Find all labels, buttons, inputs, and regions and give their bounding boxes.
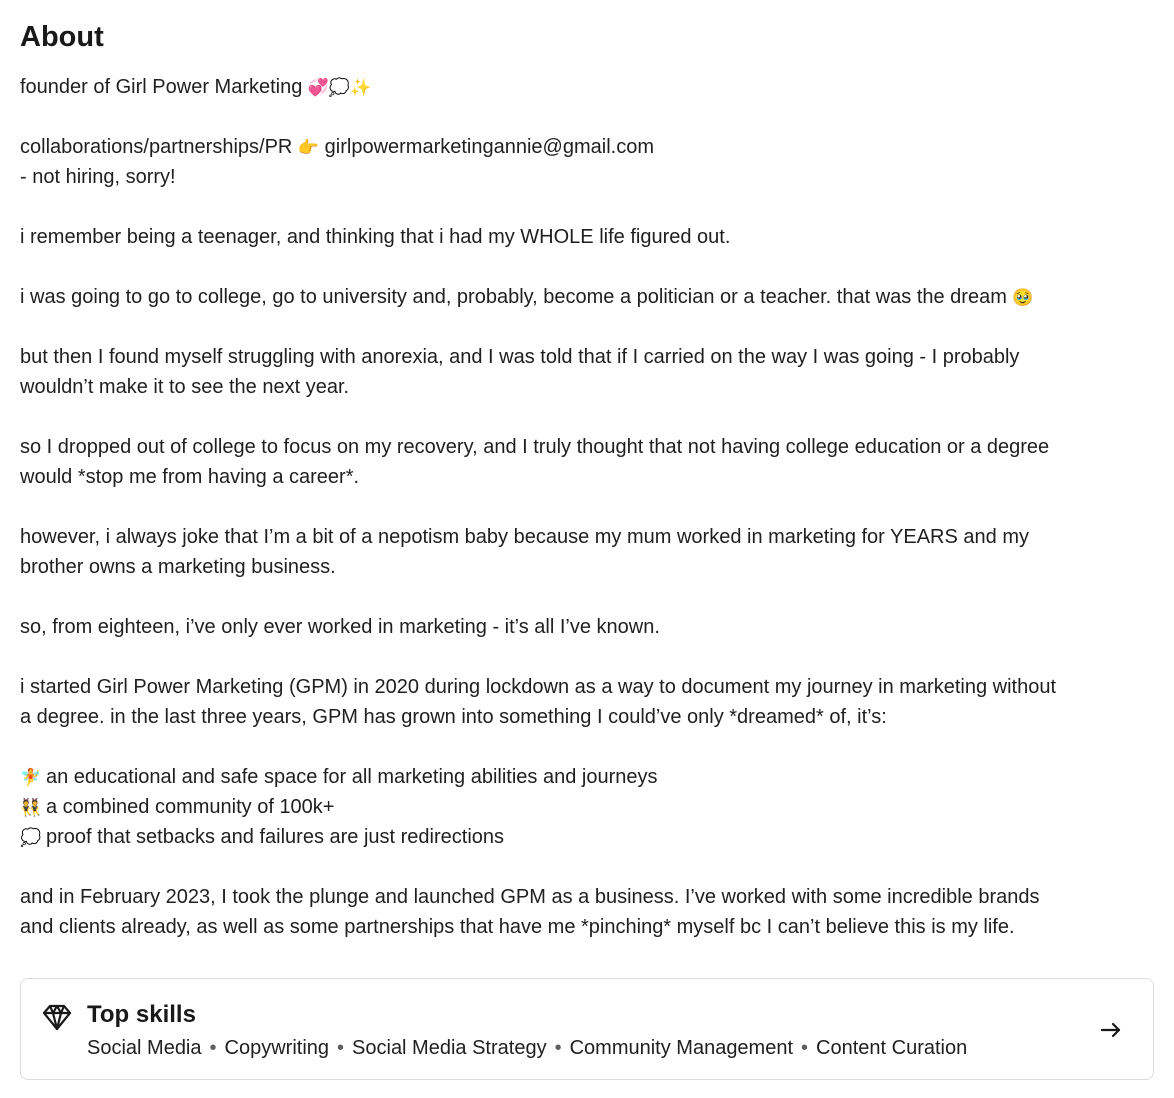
- about-text-line: [20, 522, 1156, 552]
- about-text-line: [20, 672, 1156, 702]
- skill-separator: •: [554, 1037, 562, 1059]
- about-text-line: [20, 372, 1156, 402]
- paragraph-gap: [20, 252, 1156, 282]
- about-text: a combined community of 100k+: [46, 796, 335, 818]
- about-email-text: girlpowermarketingannie@gmail.com: [319, 136, 654, 158]
- about-text-line: [20, 342, 1156, 372]
- about-text-line: [20, 912, 1156, 942]
- skill-item: Content Curation: [816, 1037, 968, 1059]
- about-list-item: [20, 792, 1156, 822]
- bullet-emoji-icon: 💭: [20, 828, 42, 848]
- about-text-line: [20, 552, 1156, 582]
- skill-separator: •: [337, 1037, 345, 1059]
- about-text-line: [20, 72, 1156, 102]
- about-text-line: [20, 162, 1156, 192]
- about-text: i remember being a teenager, and thinking that i had my WHOLE life figured out.: [20, 226, 731, 248]
- paragraph-gap: [20, 192, 1156, 222]
- about-text-line: [20, 222, 1156, 252]
- paragraph-gap: [20, 582, 1156, 612]
- about-text: but then I found myself struggling with anorexia, and I was told that if I carried on the way I was going - I probably: [20, 346, 1020, 368]
- about-list-item: [20, 822, 1156, 852]
- about-text: however, i always joke that I’m a bit of a nepotism baby because my mum worked in marketing for YEARS and my: [20, 526, 1029, 548]
- inline-emoji-icon: 👉: [297, 138, 320, 158]
- about-text-line: [20, 882, 1156, 912]
- about-text-line: [20, 462, 1156, 492]
- about-text: an educational and safe space for all marketing abilities and journeys: [46, 766, 658, 788]
- about-text: collaborations/partnerships/PR: [20, 136, 298, 158]
- about-text: proof that setbacks and failures are just redirections: [46, 826, 505, 848]
- bullet-emoji-icon: 👯: [20, 798, 42, 818]
- about-text-line: [20, 282, 1156, 312]
- top-skills-card[interactable]: [20, 978, 1154, 1080]
- about-text: - not hiring, sorry!: [20, 166, 176, 188]
- about-text: a degree. in the last three years, GPM has grown into something I could’ve only *dreamed* of, it’s:: [20, 706, 887, 728]
- top-skills-title: Top skills: [87, 1001, 196, 1028]
- paragraph-gap: [20, 852, 1156, 882]
- about-text-line: [20, 702, 1156, 732]
- inline-emoji-icon: 💞💭✨: [302, 78, 372, 98]
- arrow-right-icon[interactable]: [1099, 1018, 1123, 1042]
- top-skills-list: [87, 1034, 967, 1062]
- about-body: [20, 72, 1156, 942]
- skill-separator: •: [209, 1037, 217, 1059]
- skill-separator: •: [801, 1037, 809, 1059]
- skill-item: Copywriting: [224, 1037, 330, 1059]
- skill-item: Community Management: [569, 1037, 794, 1059]
- paragraph-gap: [20, 312, 1156, 342]
- about-text: founder of Girl Power Marketing: [20, 76, 303, 98]
- about-text: so, from eighteen, i’ve only ever worked in marketing - it’s all I’ve known.: [20, 616, 660, 638]
- about-title: About: [20, 21, 104, 53]
- about-text: and clients already, as well as some partnerships that have me *pinching* myself bc I can’t believe this is my life.: [20, 916, 1015, 938]
- skill-item: Social Media Strategy: [352, 1037, 547, 1059]
- paragraph-gap: [20, 402, 1156, 432]
- about-text: i was going to go to college, go to university and, probably, become a politician or a teacher. that was the dream: [20, 286, 1007, 308]
- bullet-emoji-icon: 🧚: [20, 768, 42, 788]
- skill-item: Social Media: [87, 1037, 202, 1059]
- about-list-item: [20, 762, 1156, 792]
- paragraph-gap: [20, 732, 1156, 762]
- about-text: and in February 2023, I took the plunge and launched GPM as a business. I’ve worked with some incredible brands: [20, 886, 1040, 908]
- inline-emoji-icon: 🥹: [1006, 288, 1034, 308]
- about-text: would *stop me from having a career*.: [20, 466, 360, 488]
- about-text: brother owns a marketing business.: [20, 556, 336, 578]
- about-text-line: [20, 132, 1156, 162]
- about-text-line: [20, 612, 1156, 642]
- diamond-icon: [41, 1001, 73, 1033]
- about-text: so I dropped out of college to focus on my recovery, and I truly thought that not having college education or a degree: [20, 436, 1050, 458]
- paragraph-gap: [20, 492, 1156, 522]
- paragraph-gap: [20, 642, 1156, 672]
- about-text-line: [20, 432, 1156, 462]
- about-text: i started Girl Power Marketing (GPM) in 2020 during lockdown as a way to document my journey in marketing without: [20, 676, 1057, 698]
- about-text: wouldn’t make it to see the next year.: [20, 376, 350, 398]
- paragraph-gap: [20, 102, 1156, 132]
